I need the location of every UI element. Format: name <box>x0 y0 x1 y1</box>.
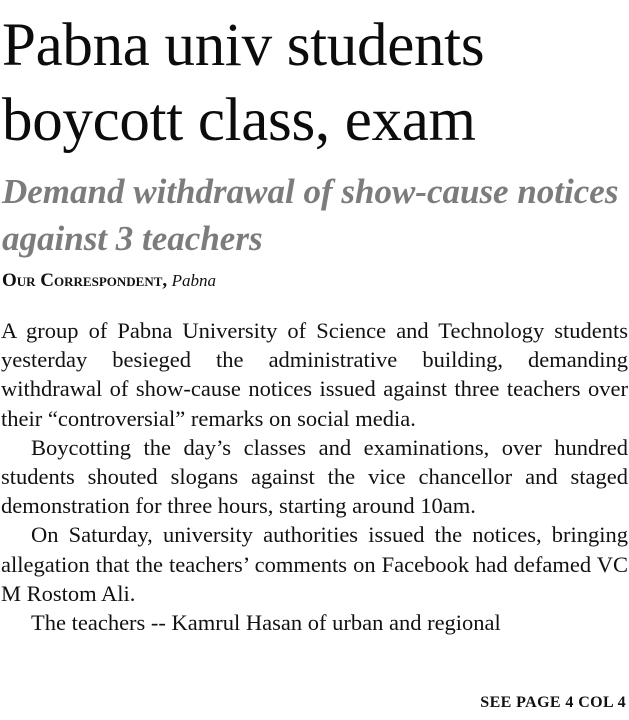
article-paragraph: A group of Pabna University of Science and Technology students yesterday besieged the administrative building, demanding withdrawal of show-cause notices issued against three teachers over their “controversial” remarks on social media. <box>1 318 628 431</box>
article-body <box>1 316 628 637</box>
byline <box>2 268 216 293</box>
article-paragraph: Boycotting the day’s classes and examinations, over hundred students shouted slogans against the vice chancellor and staged demonstration for three hours, starting around 10am. <box>1 434 628 519</box>
continued-on-jump: SEE PAGE 4 COL 4 <box>480 694 626 711</box>
byline-location: Pabna <box>171 271 217 290</box>
article-paragraph: On Saturday, university authorities issued the notices, bringing allegation that the teachers’ comments on Facebook had defamed VC M Rostom Ali. <box>1 522 628 606</box>
headline: Pabna univ students boycott class, exam <box>2 12 485 154</box>
subheadline: Demand withdrawal of show-cause notices against 3 teachers <box>2 172 619 258</box>
byline-author: Our Correspondent, <box>2 270 168 291</box>
article-paragraph: The teachers -- Kamrul Hasan of urban and regional <box>31 610 501 636</box>
